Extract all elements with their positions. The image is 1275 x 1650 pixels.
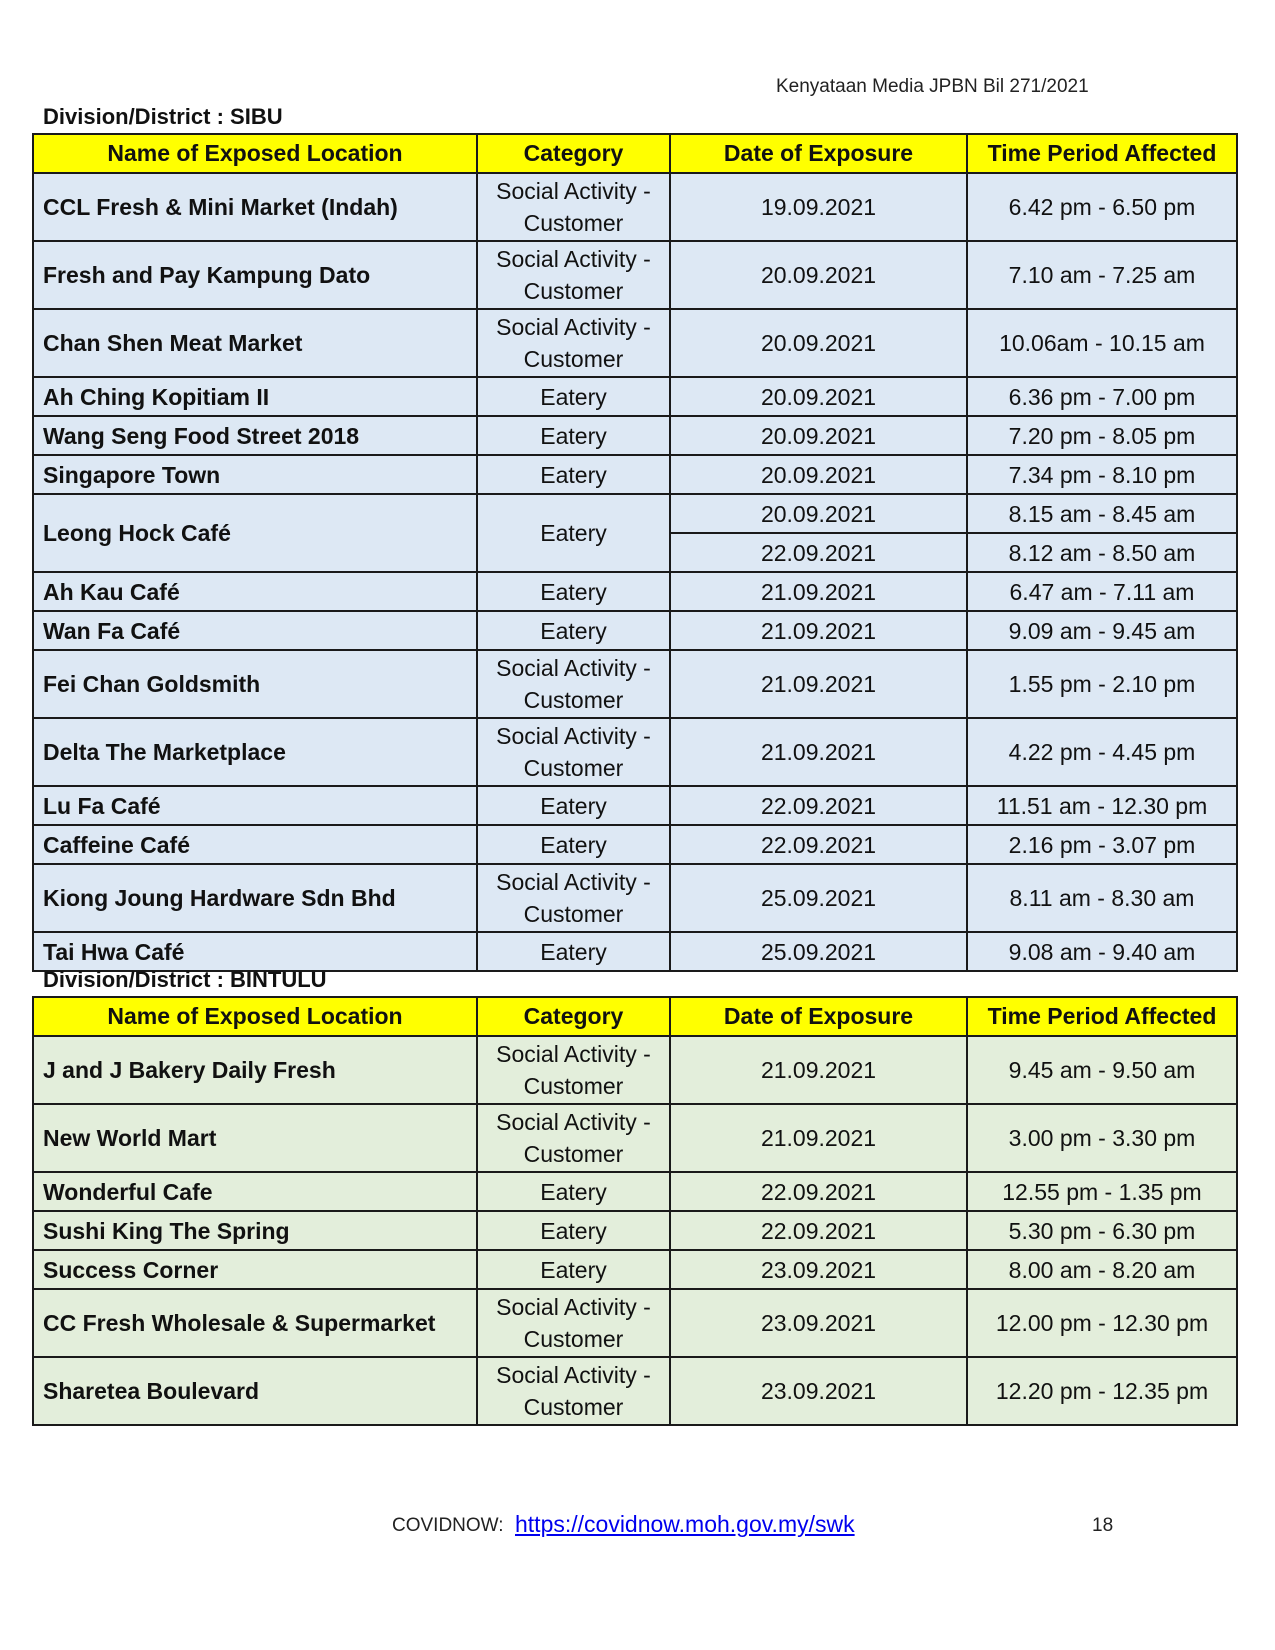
table-row: [33, 416, 1237, 455]
table-row: [33, 455, 1237, 494]
location-cell: Sushi King The Spring: [33, 1211, 477, 1250]
table-row: [33, 611, 1237, 650]
time-cell: 5.30 pm - 6.30 pm: [967, 1211, 1237, 1250]
table-row: [33, 718, 1237, 786]
date-cell: 20.09.2021: [670, 377, 967, 416]
table-row: [33, 1104, 1237, 1172]
table-row: [33, 1357, 1237, 1425]
location-cell: Singapore Town: [33, 455, 477, 494]
footer-label: COVIDNOW:: [392, 1515, 504, 1536]
location-cell: Ah Ching Kopitiam II: [33, 377, 477, 416]
time-cell: 7.10 am - 7.25 am: [967, 241, 1237, 309]
category-cell: Eatery: [477, 1172, 670, 1211]
header-time: Time Period Affected: [967, 997, 1237, 1036]
category-cell: Eatery: [477, 416, 670, 455]
table-row: [33, 932, 1237, 971]
date-cell: 23.09.2021: [670, 1289, 967, 1357]
date-cell: 25.09.2021: [670, 864, 967, 932]
time-cell: 9.08 am - 9.40 am: [967, 932, 1237, 971]
sibu-exposure-table: [32, 133, 1238, 972]
time-cell: 12.00 pm - 12.30 pm: [967, 1289, 1237, 1357]
time-cell: 8.15 am - 8.45 am: [967, 494, 1237, 533]
header-date: Date of Exposure: [670, 997, 967, 1036]
header-category: Category: [477, 997, 670, 1036]
sibu-section-title: Division/District : SIBU: [43, 104, 283, 129]
category-cell: Eatery: [477, 611, 670, 650]
table-row: [33, 377, 1237, 416]
time-cell: 8.11 am - 8.30 am: [967, 864, 1237, 932]
location-cell: Tai Hwa Café: [33, 932, 477, 971]
location-cell: Success Corner: [33, 1250, 477, 1289]
location-cell: New World Mart: [33, 1104, 477, 1172]
location-cell: J and J Bakery Daily Fresh: [33, 1036, 477, 1104]
table-row: [33, 309, 1237, 377]
time-cell: 12.55 pm - 1.35 pm: [967, 1172, 1237, 1211]
date-cell: 21.09.2021: [670, 718, 967, 786]
date-cell: 23.09.2021: [670, 1250, 967, 1289]
date-cell: 22.09.2021: [670, 1211, 967, 1250]
bintulu-exposure-table: [32, 996, 1238, 1426]
table-row: [33, 1172, 1237, 1211]
location-cell: Caffeine Café: [33, 825, 477, 864]
time-cell: 12.20 pm - 12.35 pm: [967, 1357, 1237, 1425]
date-cell: 23.09.2021: [670, 1357, 967, 1425]
location-cell: Fei Chan Goldsmith: [33, 650, 477, 718]
location-cell: Sharetea Boulevard: [33, 1357, 477, 1425]
date-cell: 20.09.2021: [670, 241, 967, 309]
date-cell: 25.09.2021: [670, 932, 967, 971]
category-cell: Social Activity - Customer: [477, 241, 670, 309]
date-cell: 22.09.2021: [670, 825, 967, 864]
date-cell: 19.09.2021: [670, 173, 967, 241]
category-cell: Social Activity - Customer: [477, 1036, 670, 1104]
category-cell: Eatery: [477, 825, 670, 864]
time-cell: 8.00 am - 8.20 am: [967, 1250, 1237, 1289]
date-cell: 21.09.2021: [670, 650, 967, 718]
date-cell: 20.09.2021: [670, 309, 967, 377]
covidnow-link[interactable]: https://covidnow.moh.gov.my/swk: [515, 1511, 855, 1537]
table-row: [33, 241, 1237, 309]
category-cell: Social Activity - Customer: [477, 173, 670, 241]
date-cell: 21.09.2021: [670, 572, 967, 611]
bintulu-section-title: Division/District : BINTULU: [43, 967, 327, 992]
category-cell: Social Activity - Customer: [477, 1104, 670, 1172]
time-cell: 1.55 pm - 2.10 pm: [967, 650, 1237, 718]
time-cell: 6.47 am - 7.11 am: [967, 572, 1237, 611]
location-cell: Kiong Joung Hardware Sdn Bhd: [33, 864, 477, 932]
date-cell: 20.09.2021: [670, 455, 967, 494]
category-cell: Social Activity - Customer: [477, 309, 670, 377]
category-cell: Eatery: [477, 932, 670, 971]
date-cell: 21.09.2021: [670, 1036, 967, 1104]
category-cell: Eatery: [477, 455, 670, 494]
category-cell: Eatery: [477, 494, 670, 572]
time-cell: 6.42 pm - 6.50 pm: [967, 173, 1237, 241]
location-cell: Wan Fa Café: [33, 611, 477, 650]
date-cell: 20.09.2021: [670, 416, 967, 455]
header-time: Time Period Affected: [967, 134, 1237, 173]
time-cell: 8.12 am - 8.50 am: [967, 533, 1237, 572]
date-cell: 22.09.2021: [670, 1172, 967, 1211]
header-category: Category: [477, 134, 670, 173]
table-row: [33, 1289, 1237, 1357]
location-cell: Wang Seng Food Street 2018: [33, 416, 477, 455]
table-row: [33, 1211, 1237, 1250]
time-cell: 2.16 pm - 3.07 pm: [967, 825, 1237, 864]
time-cell: 3.00 pm - 3.30 pm: [967, 1104, 1237, 1172]
media-statement-reference: Kenyataan Media JPBN Bil 271/2021: [776, 76, 1089, 97]
time-cell: 9.09 am - 9.45 am: [967, 611, 1237, 650]
time-cell: 9.45 am - 9.50 am: [967, 1036, 1237, 1104]
table-row: [33, 572, 1237, 611]
location-cell: Chan Shen Meat Market: [33, 309, 477, 377]
table-row: [33, 1250, 1237, 1289]
category-cell: Eatery: [477, 572, 670, 611]
location-cell: CC Fresh Wholesale & Supermarket: [33, 1289, 477, 1357]
category-cell: Social Activity - Customer: [477, 864, 670, 932]
time-cell: 10.06am - 10.15 am: [967, 309, 1237, 377]
category-cell: Eatery: [477, 786, 670, 825]
table-row: [33, 173, 1237, 241]
category-cell: Social Activity - Customer: [477, 650, 670, 718]
table-row: [33, 1036, 1237, 1104]
table-header-row: [33, 997, 1237, 1036]
date-cell: 22.09.2021: [670, 786, 967, 825]
time-cell: 11.51 am - 12.30 pm: [967, 786, 1237, 825]
location-cell: Fresh and Pay Kampung Dato: [33, 241, 477, 309]
location-cell: Lu Fa Café: [33, 786, 477, 825]
date-cell: 21.09.2021: [670, 611, 967, 650]
date-cell: 20.09.2021: [670, 494, 967, 533]
header-date: Date of Exposure: [670, 134, 967, 173]
table-row: [33, 650, 1237, 718]
table-row: [33, 825, 1237, 864]
category-cell: Social Activity - Customer: [477, 1289, 670, 1357]
header-location: Name of Exposed Location: [33, 134, 477, 173]
time-cell: 6.36 pm - 7.00 pm: [967, 377, 1237, 416]
header-location: Name of Exposed Location: [33, 997, 477, 1036]
category-cell: Eatery: [477, 377, 670, 416]
table-row: [33, 494, 1237, 533]
category-cell: Social Activity - Customer: [477, 1357, 670, 1425]
time-cell: 4.22 pm - 4.45 pm: [967, 718, 1237, 786]
date-cell: 21.09.2021: [670, 1104, 967, 1172]
time-cell: 7.34 pm - 8.10 pm: [967, 455, 1237, 494]
location-cell: Ah Kau Café: [33, 572, 477, 611]
location-cell: Delta The Marketplace: [33, 718, 477, 786]
category-cell: Social Activity - Customer: [477, 718, 670, 786]
table-row: [33, 786, 1237, 825]
category-cell: Eatery: [477, 1250, 670, 1289]
page-number: 18: [1092, 1515, 1114, 1536]
category-cell: Eatery: [477, 1211, 670, 1250]
location-cell: CCL Fresh & Mini Market (Indah): [33, 173, 477, 241]
table-header-row: [33, 134, 1237, 173]
table-row: [33, 864, 1237, 932]
time-cell: 7.20 pm - 8.05 pm: [967, 416, 1237, 455]
location-cell: Wonderful Cafe: [33, 1172, 477, 1211]
location-cell: Leong Hock Café: [33, 494, 477, 572]
date-cell: 22.09.2021: [670, 533, 967, 572]
